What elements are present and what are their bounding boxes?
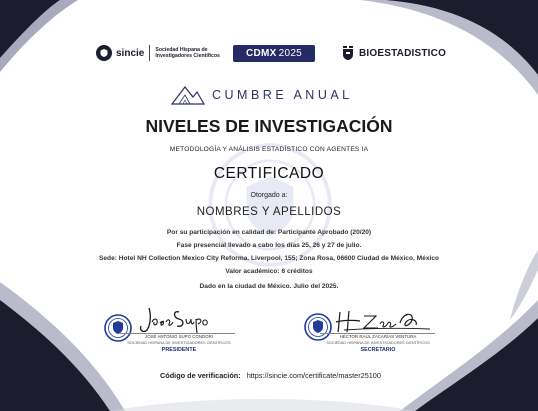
awarded-to-label: Otorgado a: xyxy=(250,192,288,199)
secretary-name: HÉCTOR RAÚL ZACARÍAS VENTURA xyxy=(339,334,417,339)
president-org: SOCIEDAD HISPANA DE INVESTIGADORES CIENTÍFICOS xyxy=(127,341,231,345)
event-badge-city: CDMX xyxy=(245,48,277,59)
event-name: CUMBRE ANUAL xyxy=(212,88,353,102)
president-name: JOSÉ ANTONIO SUPO CONDORI xyxy=(145,334,213,339)
participation-line: Por su participación en calidad de: Participante Aprobado (20/20) xyxy=(166,229,372,236)
sincie-org-name: Sociedad Hispana de Investigadores Científicos xyxy=(155,47,220,59)
sincie-logo-icon xyxy=(96,45,112,61)
seal-watermark-icon xyxy=(205,140,335,270)
verification-label: Código de verificación: xyxy=(160,371,241,380)
verification-code xyxy=(160,371,381,380)
secretary-role: SECRETARIO xyxy=(360,347,396,353)
header-logos xyxy=(0,40,538,70)
certificate-heading: CERTIFICADO xyxy=(213,165,325,182)
sincie-logo xyxy=(96,45,221,61)
president-role: PRESIDENTE xyxy=(161,347,197,353)
issued-line: Dado en la ciudad de México. Julio del 2025. xyxy=(199,283,339,290)
logo-divider xyxy=(149,45,150,61)
academic-value-line: Valor académico: 6 créditos xyxy=(225,268,313,275)
sincie-name: sincie xyxy=(116,47,145,59)
recipient-name: NOMBRES Y APELLIDOS xyxy=(196,206,342,218)
venue-line: Sede: Hotel NH Collection Mexico City Reforma. Liverpool, 155; Zona Rosa, 06600 Ciudad de México, México xyxy=(98,255,440,262)
verification-url[interactable]: https://sincie.com/certificate/master25100 xyxy=(246,371,381,380)
secretary-org: SOCIEDAD HISPANA DE INVESTIGADORES CIENTÍFICOS xyxy=(326,341,430,345)
event-location-badge xyxy=(233,45,315,62)
secretary-signature xyxy=(334,308,434,334)
bioestadistico-logo-icon xyxy=(342,46,354,60)
bioestadistico-name: BIOESTADISTICO xyxy=(359,47,447,59)
bioestadistico-logo xyxy=(342,46,446,60)
mountain-logo-icon xyxy=(171,85,205,105)
event-subtitle: METODOLOGÍA Y ANÁLISIS ESTADÍSTICO CON AGENTES IA xyxy=(169,146,369,153)
event-title: NIVELES DE INVESTIGACIÓN xyxy=(145,116,393,136)
event-badge-year: 2025 xyxy=(278,48,303,59)
president-signature xyxy=(135,304,215,334)
phase-line: Fase presencial llevado a cabo los días 25, 26 y 27 de julio. xyxy=(176,242,362,249)
